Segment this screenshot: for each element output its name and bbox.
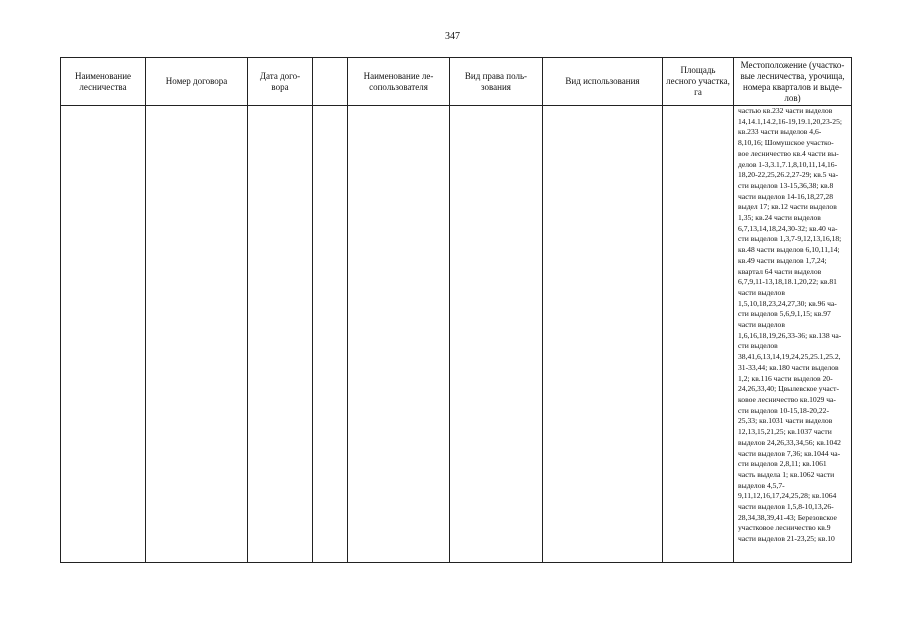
header-plot-area: Площадь лесного участка, га [663,58,734,106]
header-type-of-use: Вид использования [543,58,663,106]
header-right-of-use: Вид права поль- зования [450,58,543,106]
header-location: Местоположение (участко- вые лесничества, урочища, номера кварталов и выде- лов) [734,58,852,106]
header-row [61,58,852,106]
table-row [61,106,852,563]
cell-contract-number [146,106,248,563]
cell-plot-area [663,106,734,563]
cell-type-of-use [543,106,663,563]
cell-forest-user-name [348,106,450,563]
forest-lease-register-table [60,57,852,563]
page-number: 347 [445,31,460,42]
location-text: частью кв.232 части выделов 14,14.1,14.2,16-19,19.1,20,23-25; кв.233 части выделов 4,6- 8,10,16; Шомушское участко- вое лесничество кв.4 части вы- делов 1-3,3.1,7.1,8,10,11,14,16- 18,20-22,25,26.2,27-29; кв.5 ча- сти выделов 13-15,36,38; кв.8 части выделов 14-16,18,27,28 выдел 17; кв.12 части выделов 1,35; кв.24 части выделов 6,7,13,14,18,24,30-32; кв.40 ча- сти выделов 1,3,7-9,12,13,16,18; кв.48 части выделов 6,10,11,14; кв.49 части выделов 1,7,24; квартал 64 части выделов 6,7,9,11-13,18,18.1,20,22; кв.81 части выделов 1,5,10,18,23,24,27,30; кв.96 ча- сти выделов 5,6,9,1,15; кв.97 части выделов 1,6,16,18,19,26,33-36; кв.138 ча- сти выделов 38,41,6,13,14,19,24,25,25.1,25.2, 31-33,44; кв.180 части выделов 1,2; кв.116 части выделов 20- 24,26,33,40; Цвылевское участ- ковое лесничество кв.1029 ча- сти выделов 10-15,18-20,22- 25,33; кв.1031 части выделов 12,13,15,21,25; кв.1037 части выделов 24,26,33,34,56; кв.1042 части выделов 7,36; кв.1044 ча- сти выделов 2,8,11; кв.1061 часть выдела 1; кв.1062 части выделов 4,5,7- 9,11,12,16,17,24,25,28; кв.1064 части выделов 1,5,8-10,13,26- 28,34,38,39,41-43; Березовское участковое лесничество кв.9 части выделов 21-23,25; кв.10 [738,106,842,544]
header-contract-date: Дата дого- вора [248,58,313,106]
cell-contract-date [248,106,313,563]
header-forestry-name: Наименование лесничества [61,58,146,106]
cell-empty-column [313,106,348,563]
cell-forestry-name [61,106,146,563]
cell-location [734,106,852,563]
header-empty-column [313,58,348,106]
header-forest-user-name: Наименование ле- сопользователя [348,58,450,106]
header-contract-number: Номер договора [146,58,248,106]
cell-right-of-use [450,106,543,563]
